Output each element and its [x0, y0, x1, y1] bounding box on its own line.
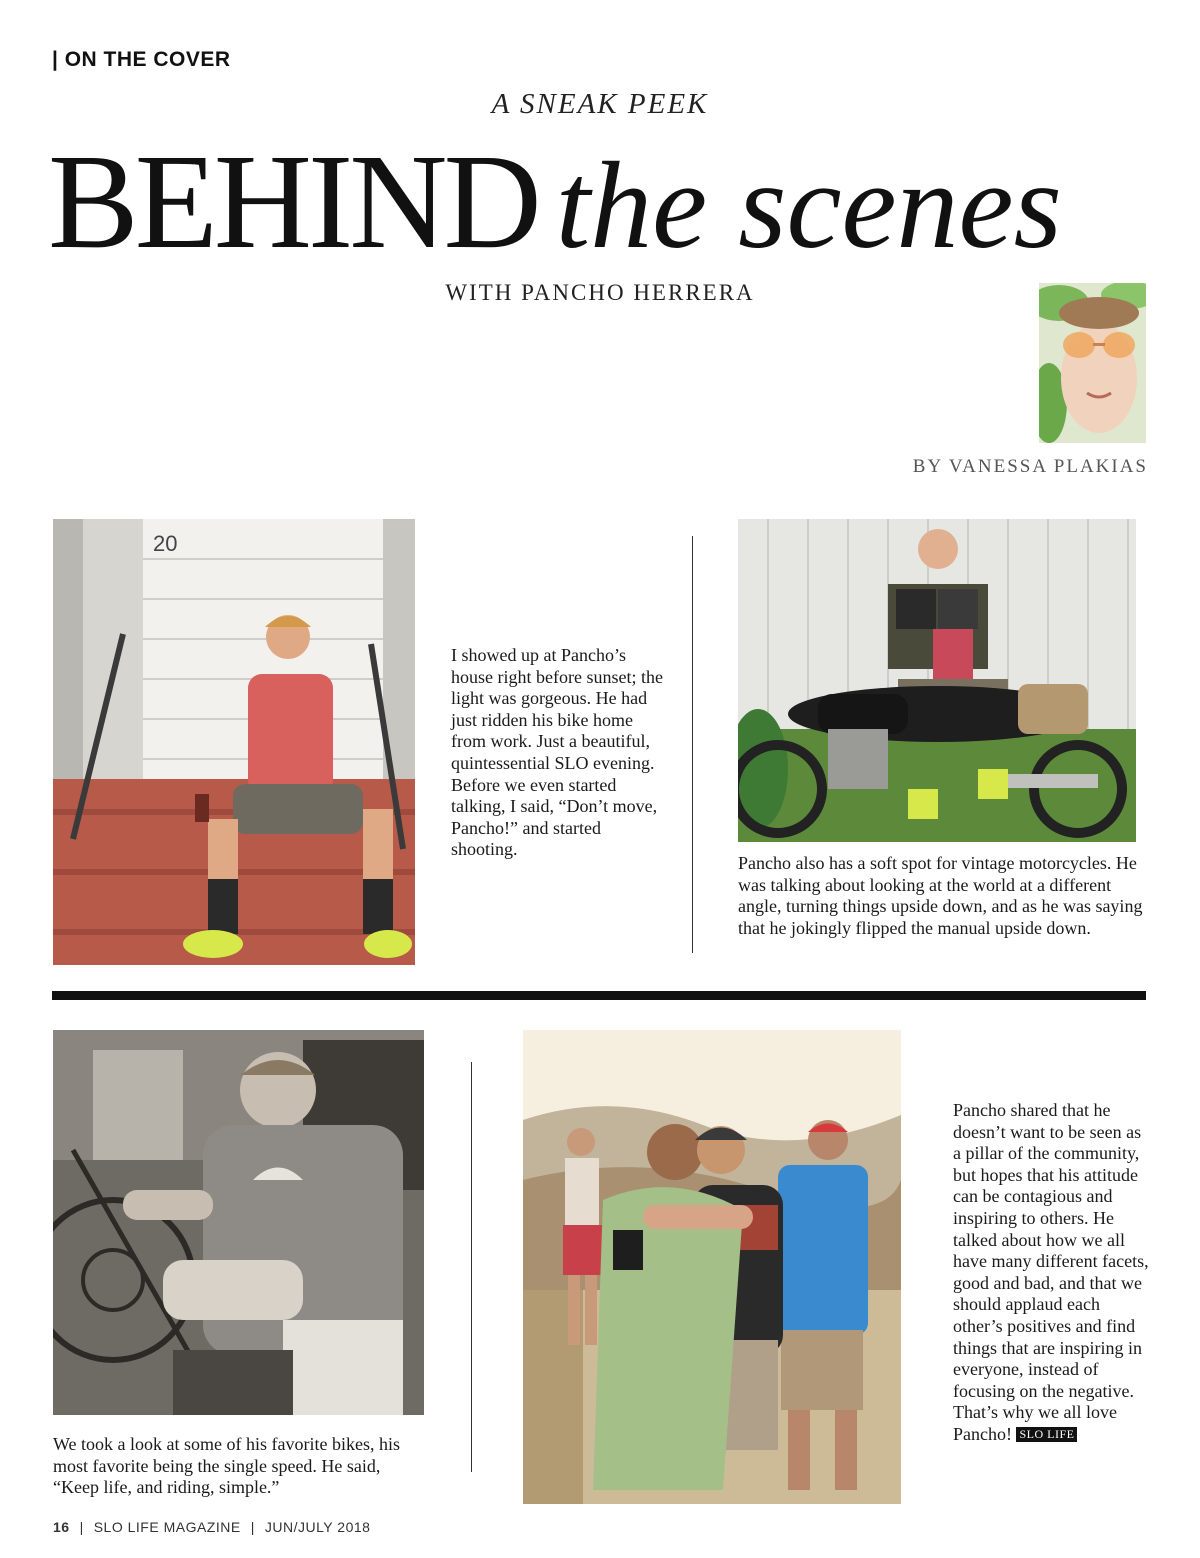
publication-name: SLO LIFE MAGAZINE [93, 1519, 241, 1535]
subhead: WITH PANCHO HERRERA [445, 280, 755, 305]
bikes-photo [53, 1030, 424, 1415]
footer [53, 1519, 370, 1535]
page-number: 16 [53, 1519, 70, 1535]
bikes-caption: We took a look at some of his favorite bikes, his most favorite being the single speed. He said, “Keep life, and riding, simple.” [53, 1434, 400, 1498]
headline-main: BEHIND [48, 127, 538, 277]
headline-italic: the scenes [555, 137, 1062, 274]
column-divider-lower [471, 1062, 472, 1472]
porch-photo [53, 519, 415, 965]
motorcycle-caption: Pancho also has a soft spot for vintage motorcycles. He was talking about looking at the world at a different angle, turning things upside down, and as he was saying that he jokingly flipped the manual upside down. [738, 853, 1143, 938]
author-portrait [1039, 283, 1146, 443]
byline: BY VANESSA PLAKIAS [912, 456, 1148, 477]
porch-caption: I showed up at Pancho’s house right before sunset; the light was gorgeous. He had just ridden his bike home from work. Just a beautiful, quintessential SLO evening. Before we even started talking, I said, “Don’t move, Pancho!” and started shooting. [451, 645, 663, 860]
kicker: A SNEAK PEEK [491, 88, 709, 120]
headline [48, 127, 1158, 277]
community-caption [953, 1100, 1153, 1446]
footer-separator: | [79, 1519, 84, 1535]
issue-date: JUN/JULY 2018 [264, 1519, 371, 1535]
section-label: | ON THE COVER [52, 48, 231, 71]
footer-separator: | [250, 1519, 255, 1535]
community-caption-text: Pancho shared that he doesn’t want to be seen as a pillar of the community, but hopes that his attitude can be contagious and inspiring to others. He talked about how we all have many different facets, good and bad, and that we should applaud each other’s positives and find things that are inspiring in everyone, instead of focusing on the negative. That’s why we all love Pancho! [953, 1100, 1149, 1444]
community-photo [523, 1030, 901, 1504]
column-divider [692, 536, 693, 953]
motorcycle-photo [738, 519, 1136, 842]
svg-text:20: 20 [153, 531, 178, 556]
end-tag: SLO LIFE [1016, 1427, 1077, 1442]
section-divider [52, 991, 1146, 1000]
